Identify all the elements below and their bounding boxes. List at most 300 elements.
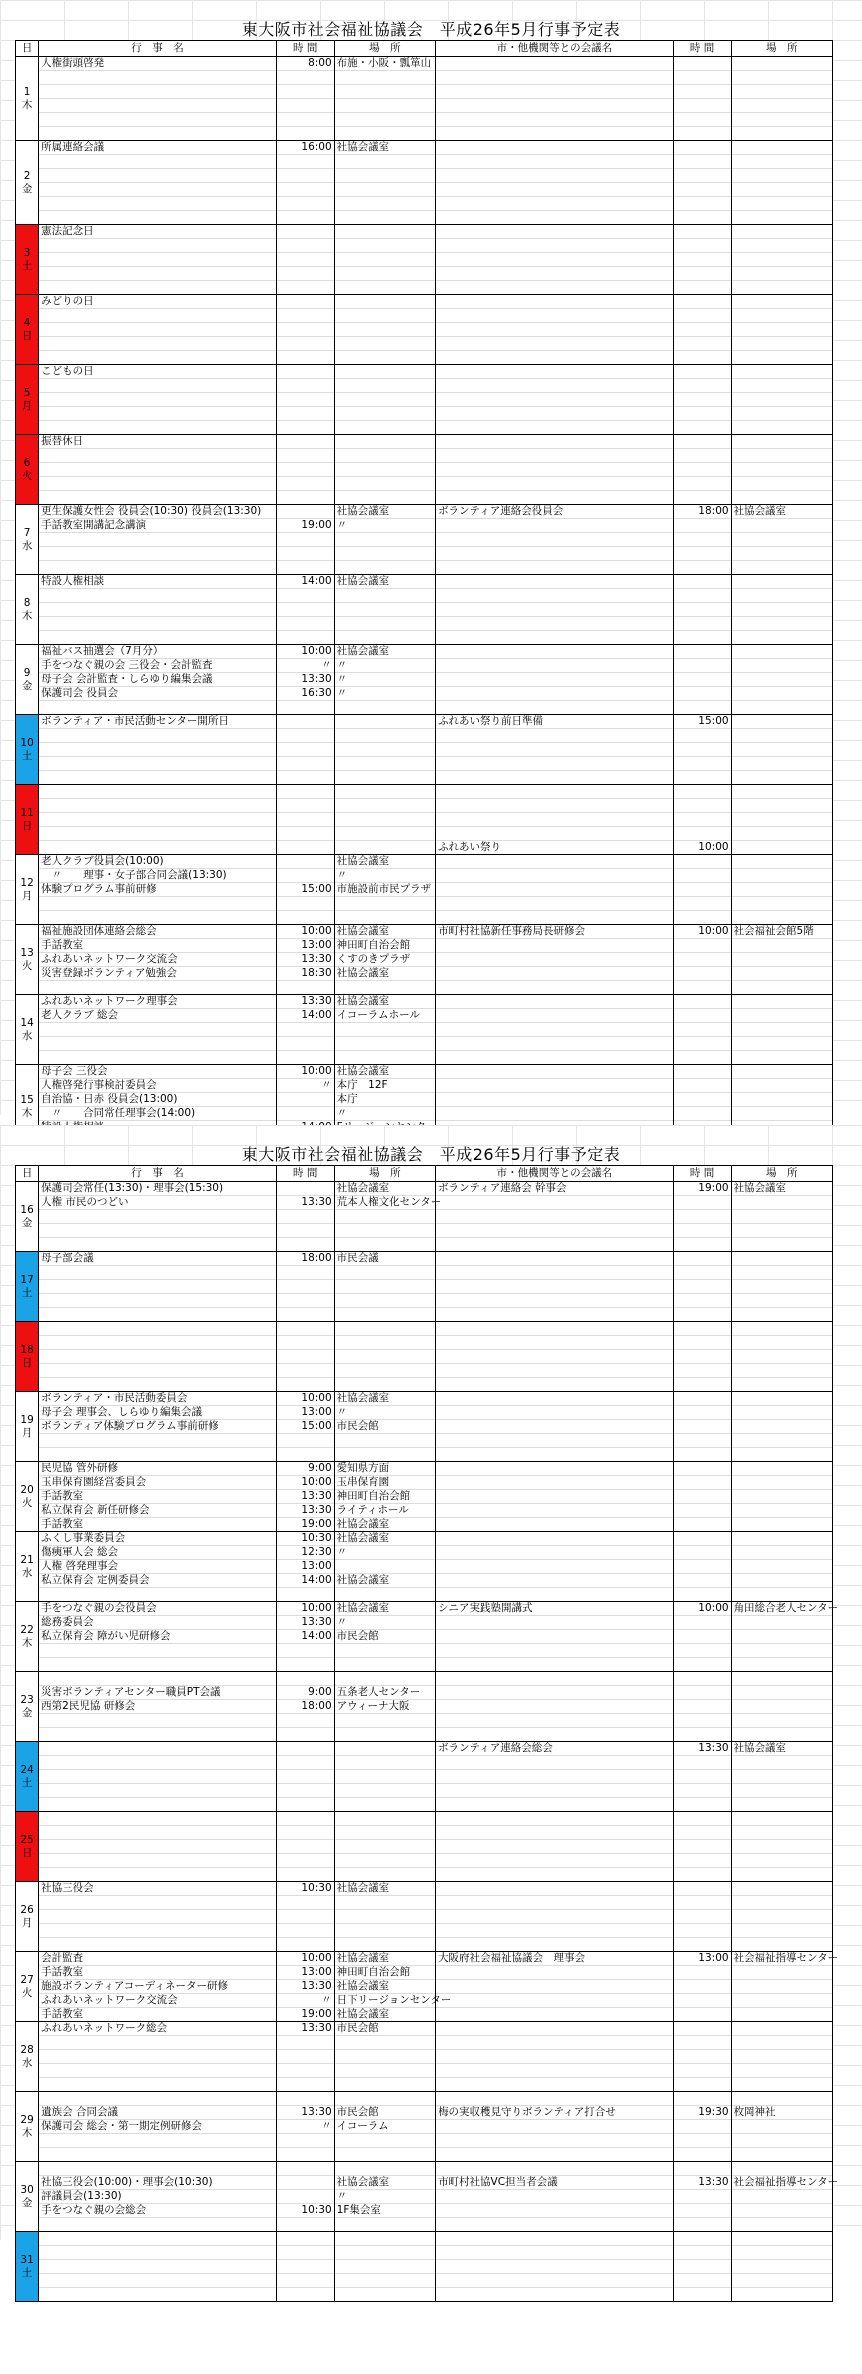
external-time	[673, 1448, 731, 1462]
external-place	[731, 2288, 832, 2302]
external-time	[673, 1107, 731, 1121]
table-row	[16, 113, 833, 127]
event-name: 更生保護女性会 役員会(10:30) 役員会(13:30)	[39, 505, 277, 519]
external-time	[673, 2190, 731, 2204]
event-time	[276, 827, 334, 841]
event-time	[276, 1051, 334, 1065]
event-place	[334, 2050, 435, 2064]
event-place: 社協会議室	[334, 1574, 435, 1588]
external-time	[673, 1672, 731, 1686]
external-place	[731, 1616, 832, 1630]
event-time	[276, 2078, 334, 2092]
weekday: 水	[21, 539, 33, 552]
event-place: 本庁 12F	[334, 1079, 435, 1093]
event-time: 13:30	[276, 2022, 334, 2036]
day-number: 16	[20, 1203, 34, 1216]
external-time	[673, 1700, 731, 1714]
external-time	[673, 407, 731, 421]
day-cell	[16, 575, 39, 645]
external-place	[731, 141, 832, 155]
table-row	[16, 1392, 833, 1406]
external-place	[731, 1196, 832, 1210]
external-time	[673, 1406, 731, 1420]
event-time	[276, 841, 334, 855]
table-row	[16, 1602, 833, 1616]
table-row	[16, 2092, 833, 2106]
external-time	[673, 645, 731, 659]
event-time	[276, 421, 334, 435]
external-time	[673, 547, 731, 561]
external-time	[673, 673, 731, 687]
external-time: 10:00	[673, 841, 731, 855]
event-name	[39, 813, 277, 827]
header-day: 日	[16, 41, 39, 57]
event-time	[276, 435, 334, 449]
schedule-page-1	[0, 0, 862, 1119]
table-row	[16, 1224, 833, 1238]
event-time: 13:30	[276, 953, 334, 967]
event-time	[276, 869, 334, 883]
event-time	[276, 1350, 334, 1364]
table-row	[16, 1910, 833, 1924]
event-time	[276, 1742, 334, 1756]
external-place	[731, 71, 832, 85]
external-time	[673, 561, 731, 575]
day-cell	[16, 1952, 39, 2022]
event-name: 保護司会常任(13:30)・理事会(15:30)	[39, 1182, 277, 1196]
external-time	[673, 1826, 731, 1840]
external-meeting	[436, 323, 674, 337]
event-place	[334, 1756, 435, 1770]
external-meeting	[436, 2232, 674, 2246]
event-place	[334, 309, 435, 323]
event-name	[39, 561, 277, 575]
table-row	[16, 1700, 833, 1714]
event-name	[39, 785, 277, 799]
external-time	[673, 1630, 731, 1644]
external-time	[673, 463, 731, 477]
external-meeting	[436, 183, 674, 197]
event-name: 総務委員会	[39, 1616, 277, 1630]
event-time	[276, 1896, 334, 1910]
event-name	[39, 1714, 277, 1728]
external-place	[731, 337, 832, 351]
event-time	[276, 505, 334, 519]
external-time	[673, 491, 731, 505]
event-place: 社協会議室	[334, 925, 435, 939]
event-name: 特設人権相談	[39, 575, 277, 589]
external-place	[731, 1826, 832, 1840]
table-row	[16, 379, 833, 393]
external-time: 13:00	[673, 1952, 731, 1966]
event-time: 13:30	[276, 673, 334, 687]
event-name	[39, 1588, 277, 1602]
external-meeting	[436, 1616, 674, 1630]
external-meeting	[436, 1051, 674, 1065]
event-place	[334, 1938, 435, 1952]
event-place	[334, 1378, 435, 1392]
weekday: 月	[21, 399, 33, 412]
external-time	[673, 1420, 731, 1434]
table-row	[16, 1079, 833, 1093]
event-place: 〃	[334, 687, 435, 701]
external-time	[673, 253, 731, 267]
event-time	[276, 2064, 334, 2078]
external-meeting	[436, 379, 674, 393]
external-meeting	[436, 1784, 674, 1798]
table-row	[16, 211, 833, 225]
external-time	[673, 1336, 731, 1350]
table-row	[16, 71, 833, 85]
external-time	[673, 267, 731, 281]
event-place	[334, 1770, 435, 1784]
event-place	[334, 1051, 435, 1065]
table-row	[16, 1378, 833, 1392]
table-row	[16, 799, 833, 813]
external-meeting	[436, 1686, 674, 1700]
external-time	[673, 2064, 731, 2078]
table-row	[16, 1294, 833, 1308]
event-name: 母子会 理事会、しらゆり編集会議	[39, 1406, 277, 1420]
external-time	[673, 365, 731, 379]
event-time	[276, 407, 334, 421]
table-row	[16, 1210, 833, 1224]
external-place	[731, 631, 832, 645]
event-time	[276, 799, 334, 813]
header-day: 日	[16, 1166, 39, 1182]
table-row	[16, 1322, 833, 1336]
event-name	[39, 827, 277, 841]
external-place	[731, 365, 832, 379]
external-place	[731, 2148, 832, 2162]
event-name	[39, 1728, 277, 1742]
external-time	[673, 1924, 731, 1938]
table-row	[16, 1938, 833, 1952]
schedule-body	[16, 57, 833, 1149]
event-time: 13:00	[276, 1966, 334, 1980]
table-row	[16, 1107, 833, 1121]
external-time	[673, 2008, 731, 2022]
external-meeting	[436, 1868, 674, 1882]
external-meeting	[436, 729, 674, 743]
event-time	[276, 1812, 334, 1826]
external-place	[731, 1037, 832, 1051]
external-time	[673, 701, 731, 715]
external-meeting	[436, 687, 674, 701]
external-meeting	[436, 575, 674, 589]
event-time	[276, 1037, 334, 1051]
event-place: 1F集会室	[334, 2204, 435, 2218]
external-place	[731, 2092, 832, 2106]
external-time	[673, 225, 731, 239]
external-place	[731, 407, 832, 421]
external-time	[673, 729, 731, 743]
header-event-name: 行 事 名	[39, 41, 277, 57]
schedule-page-2	[0, 1125, 862, 2279]
external-meeting	[436, 1938, 674, 1952]
event-time	[276, 2162, 334, 2176]
external-time	[673, 379, 731, 393]
event-place: 社協会議室	[334, 1182, 435, 1196]
header-place: 場 所	[334, 1166, 435, 1182]
external-time	[673, 1252, 731, 1266]
external-time	[673, 659, 731, 673]
external-place	[731, 1910, 832, 1924]
external-place	[731, 1504, 832, 1518]
table-row	[16, 393, 833, 407]
event-time: 13:00	[276, 1406, 334, 1420]
table-row	[16, 253, 833, 267]
event-time	[276, 323, 334, 337]
external-meeting	[436, 2036, 674, 2050]
external-meeting	[436, 1840, 674, 1854]
event-name: 民児協 管外研修	[39, 1462, 277, 1476]
external-time	[673, 687, 731, 701]
external-place	[731, 2274, 832, 2288]
header-external-meeting: 市・他機関等との会議名	[436, 1166, 674, 1182]
external-time	[673, 1294, 731, 1308]
external-place	[731, 1476, 832, 1490]
day-number: 21	[20, 1553, 34, 1566]
event-time	[276, 911, 334, 925]
external-meeting	[436, 813, 674, 827]
external-meeting	[436, 2190, 674, 2204]
event-place	[334, 2260, 435, 2274]
day-number: 3	[23, 246, 31, 259]
event-name: 災害登録ボランティア勉強会	[39, 967, 277, 981]
external-time	[673, 981, 731, 995]
external-time	[673, 1504, 731, 1518]
event-time: 10:00	[276, 1602, 334, 1616]
weekday: 日	[21, 1356, 33, 1369]
day-number: 8	[23, 596, 31, 609]
table-row	[16, 1476, 833, 1490]
day-number: 9	[23, 666, 31, 679]
external-place	[731, 1658, 832, 1672]
event-place	[334, 449, 435, 463]
day-number: 27	[20, 1973, 34, 1986]
page-title: 東大阪市社会福祉協議会 平成26年5月行事予定表	[241, 1145, 621, 1164]
external-meeting	[436, 435, 674, 449]
event-name	[39, 1364, 277, 1378]
table-row	[16, 1093, 833, 1107]
event-name: 保護司会 役員会	[39, 687, 277, 701]
event-time	[276, 225, 334, 239]
table-row	[16, 2190, 833, 2204]
table-row	[16, 267, 833, 281]
event-place	[334, 1672, 435, 1686]
external-meeting	[436, 1238, 674, 1252]
event-time: 19:00	[276, 519, 334, 533]
table-row	[16, 365, 833, 379]
event-place	[334, 71, 435, 85]
table-row	[16, 1798, 833, 1812]
event-place: ライティホール	[334, 1504, 435, 1518]
event-place	[334, 211, 435, 225]
event-time	[276, 715, 334, 729]
event-place	[334, 701, 435, 715]
event-place: イコーラム	[334, 2120, 435, 2134]
event-name	[39, 463, 277, 477]
event-place	[334, 2288, 435, 2302]
external-place	[731, 1294, 832, 1308]
external-place	[731, 1686, 832, 1700]
weekday: 火	[21, 1496, 33, 1509]
event-place: 神田町自治会館	[334, 939, 435, 953]
event-time	[276, 351, 334, 365]
table-row	[16, 1518, 833, 1532]
event-name	[39, 2148, 277, 2162]
external-meeting: ボランティア連絡会役員会	[436, 505, 674, 519]
table-row	[16, 435, 833, 449]
event-place	[334, 85, 435, 99]
table-row	[16, 1644, 833, 1658]
table-row	[16, 995, 833, 1009]
event-place: 社協会議室	[334, 2176, 435, 2190]
external-meeting	[436, 1504, 674, 1518]
event-name	[39, 337, 277, 351]
external-time	[673, 939, 731, 953]
external-meeting	[436, 1210, 674, 1224]
table-row	[16, 477, 833, 491]
weekday: 土	[21, 749, 33, 762]
external-time	[673, 393, 731, 407]
table-row	[16, 911, 833, 925]
external-meeting	[436, 1714, 674, 1728]
external-place	[731, 827, 832, 841]
external-place	[731, 169, 832, 183]
event-time	[276, 239, 334, 253]
event-time: 14:00	[276, 1630, 334, 1644]
external-time	[673, 1280, 731, 1294]
event-time	[276, 365, 334, 379]
table-row	[16, 1980, 833, 1994]
event-time	[276, 99, 334, 113]
table-row	[16, 463, 833, 477]
event-place: 社協会議室	[334, 505, 435, 519]
event-time: 〃	[276, 1994, 334, 2008]
event-place	[334, 1350, 435, 1364]
external-time	[673, 575, 731, 589]
external-meeting	[436, 855, 674, 869]
external-time	[673, 1051, 731, 1065]
external-time	[673, 1840, 731, 1854]
external-time	[673, 449, 731, 463]
table-row	[16, 1868, 833, 1882]
day-cell	[16, 1392, 39, 1462]
external-meeting	[436, 561, 674, 575]
event-time	[276, 337, 334, 351]
event-name	[39, 2218, 277, 2232]
event-place	[334, 785, 435, 799]
table-row	[16, 183, 833, 197]
event-time: 〃	[276, 1079, 334, 1093]
table-row	[16, 771, 833, 785]
external-place	[731, 953, 832, 967]
event-name: 人権啓発行事検討委員会	[39, 1079, 277, 1093]
day-cell	[16, 1322, 39, 1392]
event-name	[39, 2036, 277, 2050]
external-time	[673, 1224, 731, 1238]
external-time	[673, 1756, 731, 1770]
external-time	[673, 1658, 731, 1672]
event-time	[276, 1672, 334, 1686]
event-place: 市民会館	[334, 2106, 435, 2120]
table-row	[16, 2120, 833, 2134]
event-name	[39, 1037, 277, 1051]
external-time	[673, 1350, 731, 1364]
external-place	[731, 1882, 832, 1896]
external-place	[731, 981, 832, 995]
header-row	[16, 1166, 833, 1182]
event-name	[39, 2162, 277, 2176]
external-place	[731, 351, 832, 365]
external-place	[731, 155, 832, 169]
event-place	[334, 1308, 435, 1322]
event-name	[39, 169, 277, 183]
external-meeting	[436, 659, 674, 673]
external-time	[673, 953, 731, 967]
event-name: 社協三役会	[39, 1882, 277, 1896]
event-time	[276, 1868, 334, 1882]
event-time	[276, 1854, 334, 1868]
event-place	[334, 827, 435, 841]
external-place	[731, 911, 832, 925]
external-time	[673, 869, 731, 883]
event-place: アウィーナ大阪	[334, 1700, 435, 1714]
day-cell	[16, 1252, 39, 1322]
external-meeting: ボランティア連絡会総会	[436, 1742, 674, 1756]
event-place: 市民会議	[334, 1252, 435, 1266]
external-place	[731, 1051, 832, 1065]
table-row	[16, 617, 833, 631]
event-place	[334, 631, 435, 645]
event-name: 手話教室	[39, 1518, 277, 1532]
event-time	[276, 1322, 334, 1336]
external-meeting	[436, 169, 674, 183]
external-meeting	[436, 1910, 674, 1924]
external-meeting	[436, 2218, 674, 2232]
event-name	[39, 183, 277, 197]
event-place	[334, 197, 435, 211]
external-meeting	[436, 981, 674, 995]
external-meeting	[436, 1854, 674, 1868]
event-name	[39, 393, 277, 407]
external-meeting	[436, 1280, 674, 1294]
weekday: 土	[21, 1286, 33, 1299]
external-meeting	[436, 295, 674, 309]
event-place	[334, 1434, 435, 1448]
event-name: 手をつなぐ親の会役員会	[39, 1602, 277, 1616]
day-number: 1	[23, 85, 31, 98]
weekday: 木	[21, 2126, 33, 2139]
external-place	[731, 281, 832, 295]
event-name	[39, 1378, 277, 1392]
event-name: 玉串保育園経営委員会	[39, 1476, 277, 1490]
page-title: 東大阪市社会福祉協議会 平成26年5月行事予定表	[241, 20, 621, 39]
event-time: 13:00	[276, 1560, 334, 1574]
event-place	[334, 1224, 435, 1238]
event-time	[276, 463, 334, 477]
table-row	[16, 2176, 833, 2190]
event-name	[39, 281, 277, 295]
day-number: 31	[20, 2253, 34, 2266]
external-time	[673, 1434, 731, 1448]
external-place	[731, 841, 832, 855]
day-cell	[16, 435, 39, 505]
external-place: 枚岡神社	[731, 2106, 832, 2120]
external-place	[731, 2134, 832, 2148]
